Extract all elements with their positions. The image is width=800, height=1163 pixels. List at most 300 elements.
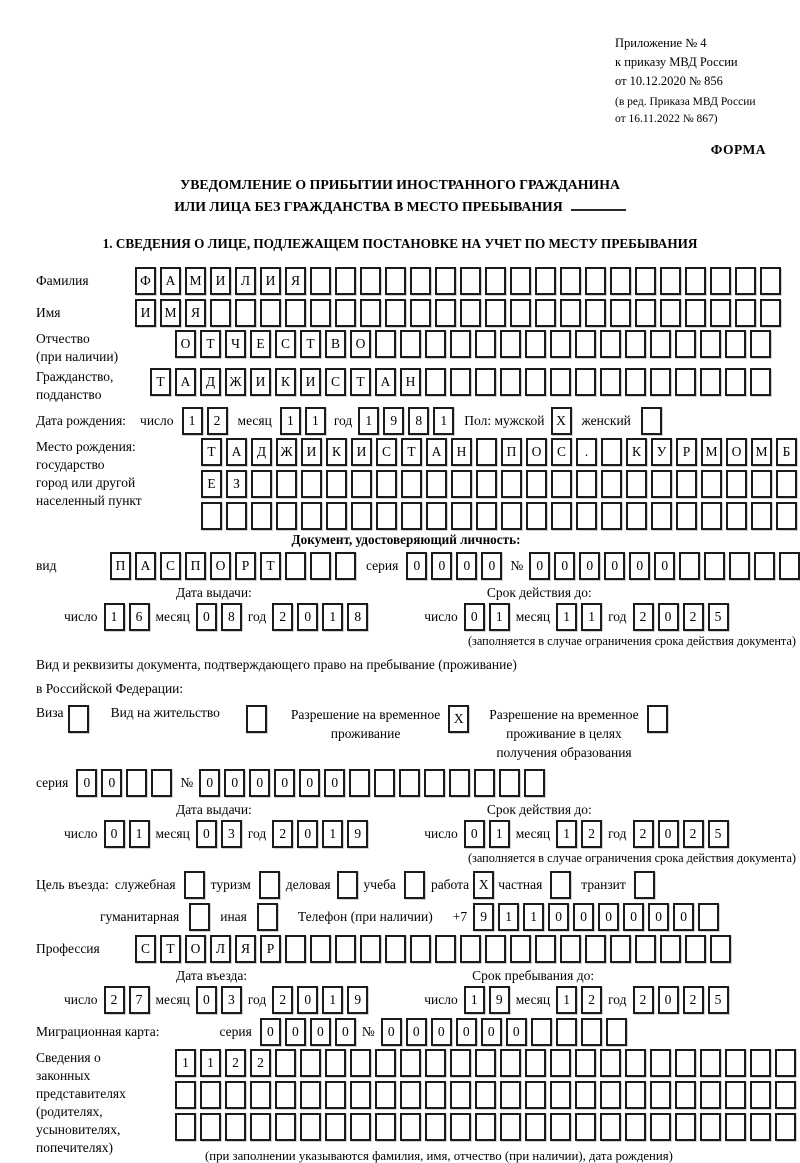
char-cell[interactable] — [575, 1113, 596, 1141]
char-cell[interactable] — [710, 299, 731, 327]
char-cell[interactable] — [750, 1049, 771, 1077]
char-cell[interactable]: Л — [235, 267, 256, 295]
char-cell[interactable] — [610, 935, 631, 963]
char-cell[interactable]: Т — [401, 438, 422, 466]
char-cell[interactable] — [750, 1081, 771, 1109]
char-cell[interactable] — [201, 502, 222, 530]
char-cell[interactable] — [754, 552, 775, 580]
char-cell[interactable] — [351, 502, 372, 530]
char-cell[interactable]: 2 — [581, 986, 602, 1014]
char-cell[interactable] — [725, 1113, 746, 1141]
char-cell[interactable]: Т — [150, 368, 171, 396]
char-cell[interactable] — [460, 299, 481, 327]
char-cell[interactable] — [400, 1081, 421, 1109]
char-cell[interactable] — [401, 502, 422, 530]
char-cell[interactable] — [350, 1049, 371, 1077]
char-cell[interactable]: 9 — [347, 986, 368, 1014]
char-cell[interactable] — [257, 903, 278, 931]
char-cell[interactable] — [635, 299, 656, 327]
char-cell[interactable]: Т — [200, 330, 221, 358]
char-cell[interactable]: 0 — [249, 769, 270, 797]
char-cell[interactable] — [450, 1081, 471, 1109]
char-cell[interactable]: Р — [676, 438, 697, 466]
char-cell[interactable] — [500, 368, 521, 396]
char-cell[interactable]: 0 — [299, 769, 320, 797]
char-cell[interactable] — [775, 1113, 796, 1141]
char-cell[interactable]: О — [185, 935, 206, 963]
char-cell[interactable]: С — [160, 552, 181, 580]
char-cell[interactable]: Р — [260, 935, 281, 963]
char-cell[interactable] — [575, 1081, 596, 1109]
char-cell[interactable] — [560, 299, 581, 327]
char-cell[interactable]: 1 — [523, 903, 544, 931]
char-cell[interactable]: 0 — [604, 552, 625, 580]
char-cell[interactable] — [476, 470, 497, 498]
char-cell[interactable] — [404, 871, 425, 899]
char-cell[interactable] — [700, 330, 721, 358]
char-cell[interactable]: 5 — [708, 820, 729, 848]
char-cell[interactable]: И — [210, 267, 231, 295]
char-cell[interactable] — [675, 1081, 696, 1109]
char-cell[interactable] — [524, 769, 545, 797]
char-cell[interactable] — [325, 1049, 346, 1077]
char-cell[interactable]: 0 — [573, 903, 594, 931]
char-cell[interactable]: 0 — [481, 1018, 502, 1046]
char-cell[interactable] — [350, 1113, 371, 1141]
char-cell[interactable] — [581, 1018, 602, 1046]
char-cell[interactable]: 0 — [598, 903, 619, 931]
char-cell[interactable] — [660, 299, 681, 327]
char-cell[interactable]: 2 — [272, 603, 293, 631]
char-cell[interactable]: А — [160, 267, 181, 295]
char-cell[interactable] — [426, 470, 447, 498]
char-cell[interactable]: У — [651, 438, 672, 466]
char-cell[interactable] — [200, 1081, 221, 1109]
char-cell[interactable] — [725, 330, 746, 358]
char-cell[interactable]: Н — [400, 368, 421, 396]
char-cell[interactable] — [374, 769, 395, 797]
char-cell[interactable] — [351, 470, 372, 498]
char-cell[interactable] — [475, 1049, 496, 1077]
char-cell[interactable] — [385, 267, 406, 295]
char-cell[interactable] — [251, 502, 272, 530]
char-cell[interactable] — [175, 1113, 196, 1141]
char-cell[interactable]: Л — [210, 935, 231, 963]
char-cell[interactable] — [575, 330, 596, 358]
char-cell[interactable]: 1 — [322, 603, 343, 631]
char-cell[interactable] — [726, 502, 747, 530]
char-cell[interactable] — [535, 935, 556, 963]
char-cell[interactable]: Ф — [135, 267, 156, 295]
char-cell[interactable] — [635, 935, 656, 963]
char-cell[interactable]: 0 — [464, 603, 485, 631]
char-cell[interactable]: А — [175, 368, 196, 396]
char-cell[interactable]: И — [260, 267, 281, 295]
char-cell[interactable] — [675, 1049, 696, 1077]
char-cell[interactable] — [535, 267, 556, 295]
char-cell[interactable] — [385, 299, 406, 327]
char-cell[interactable]: М — [185, 267, 206, 295]
char-cell[interactable] — [300, 1113, 321, 1141]
char-cell[interactable]: 1 — [322, 820, 343, 848]
char-cell[interactable] — [750, 330, 771, 358]
char-cell[interactable] — [500, 1113, 521, 1141]
char-cell[interactable] — [485, 935, 506, 963]
char-cell[interactable]: Я — [185, 299, 206, 327]
char-cell[interactable]: X — [448, 705, 469, 733]
char-cell[interactable] — [685, 267, 706, 295]
char-cell[interactable] — [626, 470, 647, 498]
char-cell[interactable] — [451, 502, 472, 530]
char-cell[interactable]: 0 — [658, 820, 679, 848]
char-cell[interactable] — [560, 267, 581, 295]
char-cell[interactable]: 5 — [708, 986, 729, 1014]
char-cell[interactable]: М — [751, 438, 772, 466]
char-cell[interactable] — [525, 1081, 546, 1109]
char-cell[interactable]: X — [551, 407, 572, 435]
char-cell[interactable] — [435, 299, 456, 327]
char-cell[interactable]: 1 — [358, 407, 379, 435]
char-cell[interactable]: 1 — [464, 986, 485, 1014]
char-cell[interactable] — [751, 470, 772, 498]
char-cell[interactable] — [647, 705, 668, 733]
char-cell[interactable] — [601, 502, 622, 530]
char-cell[interactable]: О — [175, 330, 196, 358]
char-cell[interactable] — [675, 368, 696, 396]
char-cell[interactable] — [600, 1113, 621, 1141]
char-cell[interactable]: 0 — [297, 603, 318, 631]
char-cell[interactable] — [726, 470, 747, 498]
char-cell[interactable]: Р — [235, 552, 256, 580]
char-cell[interactable]: 5 — [708, 603, 729, 631]
char-cell[interactable]: В — [325, 330, 346, 358]
char-cell[interactable] — [675, 330, 696, 358]
char-cell[interactable] — [435, 935, 456, 963]
char-cell[interactable]: 0 — [554, 552, 575, 580]
char-cell[interactable] — [635, 267, 656, 295]
char-cell[interactable] — [325, 1113, 346, 1141]
char-cell[interactable]: 2 — [581, 820, 602, 848]
char-cell[interactable] — [700, 1049, 721, 1077]
char-cell[interactable]: О — [526, 438, 547, 466]
char-cell[interactable] — [550, 1113, 571, 1141]
char-cell[interactable] — [501, 502, 522, 530]
char-cell[interactable] — [610, 299, 631, 327]
char-cell[interactable] — [250, 1081, 271, 1109]
char-cell[interactable] — [375, 330, 396, 358]
char-cell[interactable]: 6 — [129, 603, 150, 631]
char-cell[interactable]: 2 — [250, 1049, 271, 1077]
char-cell[interactable] — [360, 267, 381, 295]
char-cell[interactable] — [626, 502, 647, 530]
char-cell[interactable] — [585, 299, 606, 327]
char-cell[interactable]: П — [501, 438, 522, 466]
char-cell[interactable] — [335, 552, 356, 580]
char-cell[interactable] — [226, 502, 247, 530]
char-cell[interactable] — [260, 299, 281, 327]
char-cell[interactable]: И — [300, 368, 321, 396]
char-cell[interactable]: 0 — [196, 603, 217, 631]
char-cell[interactable]: 8 — [347, 603, 368, 631]
char-cell[interactable] — [310, 552, 331, 580]
char-cell[interactable]: 9 — [489, 986, 510, 1014]
char-cell[interactable] — [676, 502, 697, 530]
char-cell[interactable]: 0 — [623, 903, 644, 931]
char-cell[interactable]: К — [626, 438, 647, 466]
char-cell[interactable]: 0 — [529, 552, 550, 580]
char-cell[interactable] — [675, 1113, 696, 1141]
char-cell[interactable] — [450, 368, 471, 396]
char-cell[interactable]: А — [375, 368, 396, 396]
char-cell[interactable] — [710, 935, 731, 963]
char-cell[interactable] — [700, 1081, 721, 1109]
char-cell[interactable] — [485, 267, 506, 295]
char-cell[interactable]: С — [376, 438, 397, 466]
char-cell[interactable] — [531, 1018, 552, 1046]
char-cell[interactable] — [600, 368, 621, 396]
char-cell[interactable] — [450, 1113, 471, 1141]
char-cell[interactable] — [476, 502, 497, 530]
char-cell[interactable] — [450, 1049, 471, 1077]
char-cell[interactable]: 8 — [221, 603, 242, 631]
char-cell[interactable] — [485, 299, 506, 327]
char-cell[interactable] — [499, 769, 520, 797]
char-cell[interactable] — [760, 267, 781, 295]
char-cell[interactable] — [410, 267, 431, 295]
char-cell[interactable]: 0 — [673, 903, 694, 931]
char-cell[interactable] — [526, 470, 547, 498]
char-cell[interactable] — [760, 299, 781, 327]
char-cell[interactable] — [376, 502, 397, 530]
char-cell[interactable] — [510, 299, 531, 327]
char-cell[interactable]: Е — [201, 470, 222, 498]
char-cell[interactable] — [725, 1081, 746, 1109]
char-cell[interactable]: О — [210, 552, 231, 580]
char-cell[interactable] — [525, 330, 546, 358]
char-cell[interactable]: К — [275, 368, 296, 396]
char-cell[interactable]: . — [576, 438, 597, 466]
char-cell[interactable] — [335, 267, 356, 295]
char-cell[interactable]: С — [325, 368, 346, 396]
char-cell[interactable]: С — [551, 438, 572, 466]
char-cell[interactable] — [475, 1081, 496, 1109]
char-cell[interactable] — [526, 502, 547, 530]
char-cell[interactable]: 1 — [129, 820, 150, 848]
char-cell[interactable]: X — [473, 871, 494, 899]
char-cell[interactable] — [601, 438, 622, 466]
char-cell[interactable]: 1 — [182, 407, 203, 435]
char-cell[interactable]: 0 — [406, 552, 427, 580]
char-cell[interactable]: 1 — [433, 407, 454, 435]
char-cell[interactable] — [651, 470, 672, 498]
char-cell[interactable] — [601, 470, 622, 498]
char-cell[interactable] — [68, 705, 89, 733]
char-cell[interactable] — [310, 935, 331, 963]
char-cell[interactable] — [510, 935, 531, 963]
char-cell[interactable] — [525, 368, 546, 396]
char-cell[interactable] — [550, 871, 571, 899]
char-cell[interactable] — [425, 368, 446, 396]
char-cell[interactable]: 2 — [633, 820, 654, 848]
char-cell[interactable] — [704, 552, 725, 580]
char-cell[interactable]: 0 — [431, 1018, 452, 1046]
char-cell[interactable] — [475, 330, 496, 358]
char-cell[interactable]: 9 — [473, 903, 494, 931]
char-cell[interactable]: 0 — [481, 552, 502, 580]
char-cell[interactable] — [650, 330, 671, 358]
char-cell[interactable] — [275, 1081, 296, 1109]
char-cell[interactable] — [376, 470, 397, 498]
char-cell[interactable]: 1 — [175, 1049, 196, 1077]
char-cell[interactable]: 1 — [200, 1049, 221, 1077]
char-cell[interactable] — [475, 368, 496, 396]
char-cell[interactable]: 0 — [310, 1018, 331, 1046]
char-cell[interactable] — [475, 1113, 496, 1141]
char-cell[interactable] — [500, 1049, 521, 1077]
char-cell[interactable]: И — [135, 299, 156, 327]
char-cell[interactable] — [710, 267, 731, 295]
char-cell[interactable] — [326, 502, 347, 530]
char-cell[interactable] — [276, 502, 297, 530]
char-cell[interactable] — [698, 903, 719, 931]
char-cell[interactable]: 0 — [658, 986, 679, 1014]
char-cell[interactable]: 0 — [431, 552, 452, 580]
char-cell[interactable] — [550, 330, 571, 358]
char-cell[interactable] — [651, 502, 672, 530]
char-cell[interactable]: 2 — [272, 820, 293, 848]
char-cell[interactable]: 0 — [658, 603, 679, 631]
char-cell[interactable] — [501, 470, 522, 498]
char-cell[interactable] — [335, 935, 356, 963]
char-cell[interactable]: З — [226, 470, 247, 498]
char-cell[interactable]: 0 — [406, 1018, 427, 1046]
char-cell[interactable] — [337, 871, 358, 899]
char-cell[interactable]: Ч — [225, 330, 246, 358]
char-cell[interactable] — [275, 1049, 296, 1077]
char-cell[interactable]: 0 — [324, 769, 345, 797]
char-cell[interactable]: 2 — [104, 986, 125, 1014]
char-cell[interactable]: Ж — [276, 438, 297, 466]
char-cell[interactable] — [435, 267, 456, 295]
char-cell[interactable]: 0 — [101, 769, 122, 797]
char-cell[interactable] — [184, 871, 205, 899]
char-cell[interactable] — [576, 470, 597, 498]
char-cell[interactable] — [510, 267, 531, 295]
char-cell[interactable] — [349, 769, 370, 797]
char-cell[interactable] — [576, 502, 597, 530]
char-cell[interactable]: 2 — [683, 820, 704, 848]
char-cell[interactable]: 0 — [464, 820, 485, 848]
char-cell[interactable] — [335, 299, 356, 327]
char-cell[interactable] — [300, 1049, 321, 1077]
char-cell[interactable]: 2 — [633, 603, 654, 631]
char-cell[interactable]: А — [226, 438, 247, 466]
char-cell[interactable] — [750, 368, 771, 396]
char-cell[interactable]: 0 — [654, 552, 675, 580]
char-cell[interactable]: 0 — [76, 769, 97, 797]
char-cell[interactable] — [285, 552, 306, 580]
char-cell[interactable] — [399, 769, 420, 797]
char-cell[interactable] — [775, 1049, 796, 1077]
char-cell[interactable]: Е — [250, 330, 271, 358]
char-cell[interactable]: И — [351, 438, 372, 466]
char-cell[interactable]: 1 — [556, 820, 577, 848]
char-cell[interactable] — [500, 1081, 521, 1109]
char-cell[interactable]: М — [160, 299, 181, 327]
char-cell[interactable] — [575, 368, 596, 396]
char-cell[interactable] — [610, 267, 631, 295]
char-cell[interactable] — [360, 935, 381, 963]
char-cell[interactable] — [410, 935, 431, 963]
char-cell[interactable] — [735, 299, 756, 327]
char-cell[interactable] — [550, 1049, 571, 1077]
char-cell[interactable]: Т — [300, 330, 321, 358]
char-cell[interactable]: 1 — [489, 603, 510, 631]
char-cell[interactable] — [779, 552, 800, 580]
char-cell[interactable] — [700, 1113, 721, 1141]
char-cell[interactable] — [210, 299, 231, 327]
char-cell[interactable] — [535, 299, 556, 327]
char-cell[interactable]: Т — [201, 438, 222, 466]
char-cell[interactable]: 1 — [305, 407, 326, 435]
char-cell[interactable]: 1 — [556, 603, 577, 631]
char-cell[interactable] — [551, 470, 572, 498]
char-cell[interactable]: П — [110, 552, 131, 580]
char-cell[interactable]: 8 — [408, 407, 429, 435]
char-cell[interactable] — [625, 368, 646, 396]
char-cell[interactable]: 1 — [322, 986, 343, 1014]
char-cell[interactable] — [235, 299, 256, 327]
char-cell[interactable] — [246, 705, 267, 733]
char-cell[interactable]: 9 — [383, 407, 404, 435]
char-cell[interactable]: Т — [160, 935, 181, 963]
char-cell[interactable]: П — [185, 552, 206, 580]
char-cell[interactable] — [600, 330, 621, 358]
char-cell[interactable] — [660, 935, 681, 963]
char-cell[interactable] — [400, 330, 421, 358]
char-cell[interactable]: Т — [350, 368, 371, 396]
char-cell[interactable]: О — [350, 330, 371, 358]
char-cell[interactable]: 0 — [196, 820, 217, 848]
char-cell[interactable]: 0 — [456, 552, 477, 580]
char-cell[interactable] — [560, 935, 581, 963]
char-cell[interactable]: 0 — [199, 769, 220, 797]
char-cell[interactable] — [474, 769, 495, 797]
char-cell[interactable] — [585, 935, 606, 963]
char-cell[interactable] — [325, 1081, 346, 1109]
char-cell[interactable]: 1 — [489, 820, 510, 848]
char-cell[interactable] — [250, 1113, 271, 1141]
char-cell[interactable]: 1 — [556, 986, 577, 1014]
char-cell[interactable] — [685, 299, 706, 327]
char-cell[interactable] — [451, 470, 472, 498]
char-cell[interactable] — [310, 267, 331, 295]
char-cell[interactable] — [259, 871, 280, 899]
char-cell[interactable] — [426, 502, 447, 530]
char-cell[interactable]: 0 — [548, 903, 569, 931]
char-cell[interactable]: Б — [776, 438, 797, 466]
char-cell[interactable] — [151, 769, 172, 797]
char-cell[interactable] — [701, 502, 722, 530]
char-cell[interactable]: 2 — [225, 1049, 246, 1077]
char-cell[interactable] — [625, 330, 646, 358]
char-cell[interactable] — [701, 470, 722, 498]
char-cell[interactable]: 0 — [456, 1018, 477, 1046]
char-cell[interactable]: Д — [251, 438, 272, 466]
char-cell[interactable] — [641, 407, 662, 435]
char-cell[interactable] — [551, 502, 572, 530]
char-cell[interactable] — [450, 330, 471, 358]
